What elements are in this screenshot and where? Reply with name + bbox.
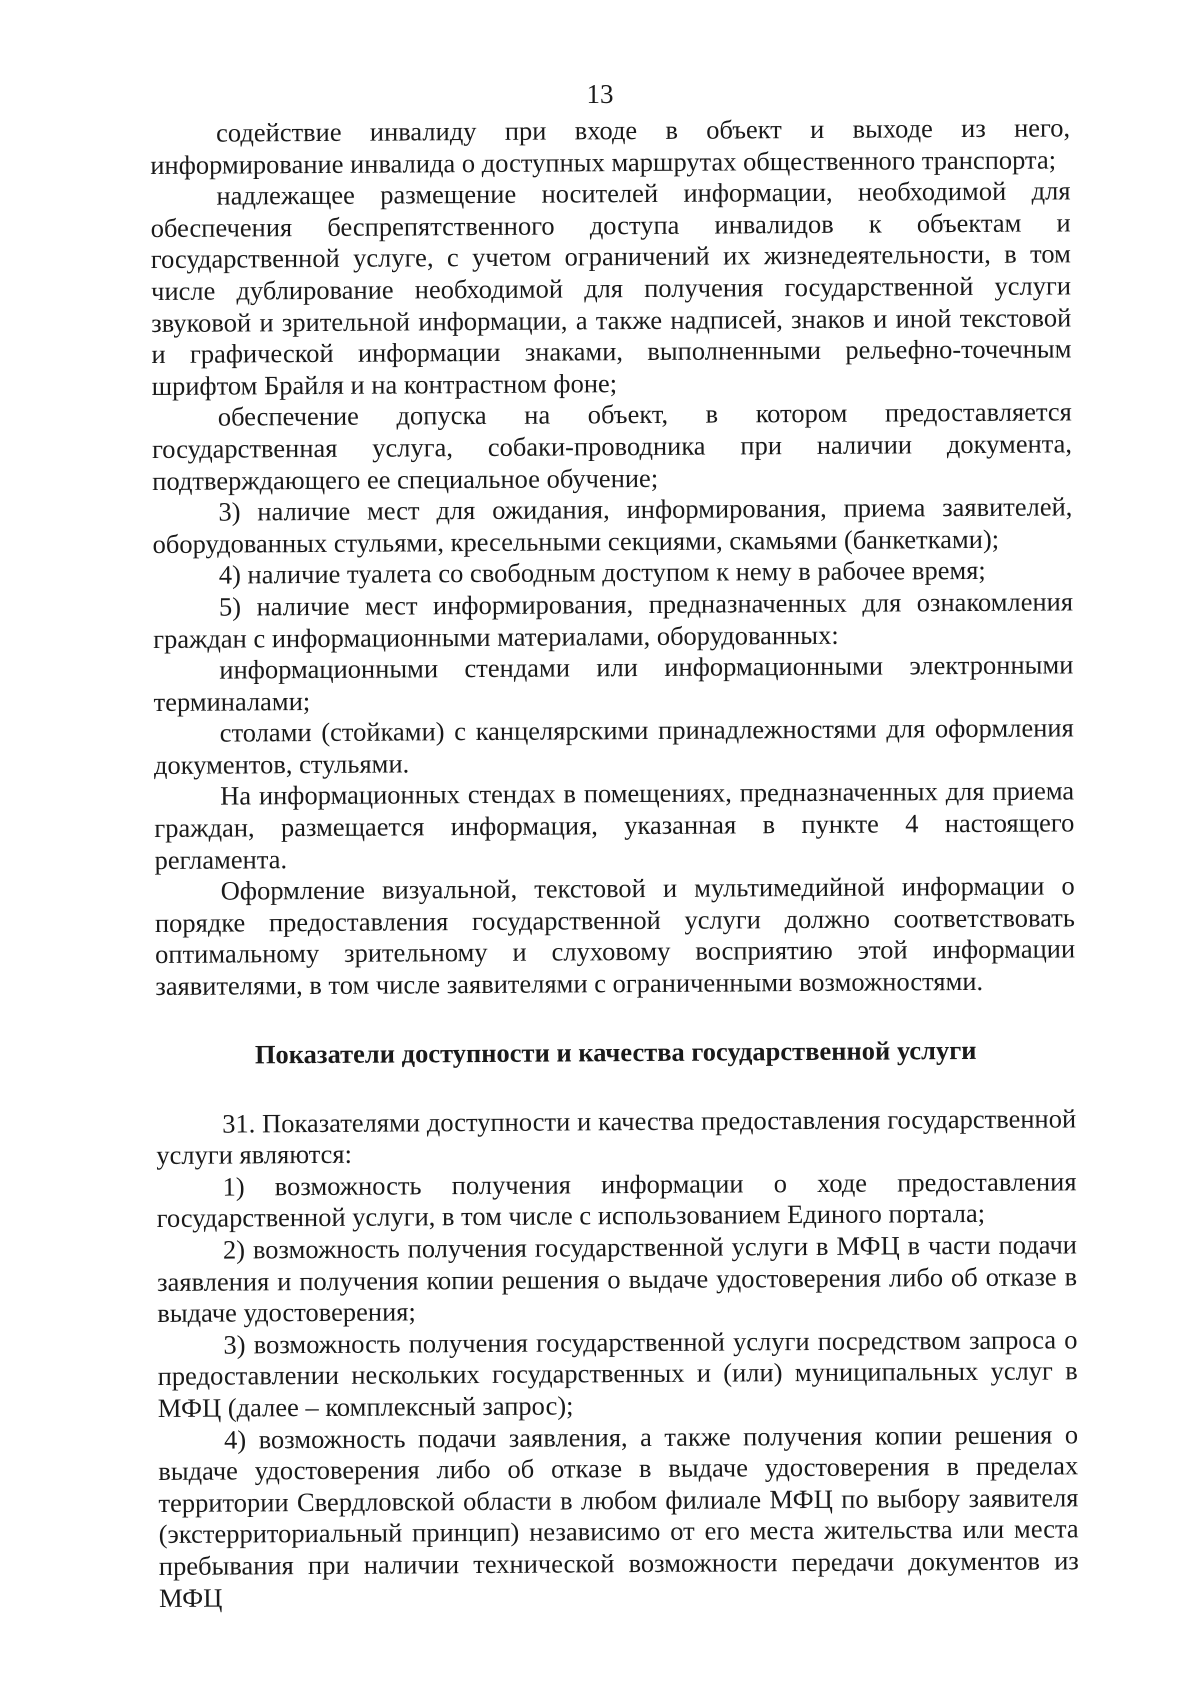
paragraph: 5) наличие мест информирования, предназначенных для ознакомления граждан с информационными материалами, оборудованных: [153, 586, 1074, 654]
paragraph: 4) возможность подачи заявления, а также получения копии решения о выдаче удостоверения либо об отказе в выдаче удостоверения в пределах территории Свердловской области в любом филиале МФЦ по выбору заявителя (экстерриториальный принцип) независимо от его места жительства или места пребывания при наличии технической возможности передачи документов из МФЦ [158, 1418, 1079, 1613]
paragraph: 31. Показателями доступности и качества предоставления государственной услуги являются: [156, 1102, 1077, 1171]
paragraph: информационными стендами или информационными электронными терминалами; [153, 649, 1074, 717]
paragraph: 3) возможность получения государственной услуги посредством запроса о предоставлении нескольких государственных и (или) муниципальных услуг в МФЦ (далее – комплексный запрос); [157, 1324, 1078, 1423]
paragraph: столами (стойками) с канцелярскими принадлежностями для оформления документов, стульями. [153, 712, 1074, 780]
paragraph: Оформление визуальной, текстовой и мультимедийной информации о порядке предоставления государственной услуги должно соответствовать оптимальному зрительному и слуховому восприятию этой информации заявителями, в том числе заявителями с ограниченными возможностями. [154, 870, 1076, 1002]
section-heading: Показатели доступности и качества государственной услуги [254, 1034, 977, 1070]
paragraph: 2) возможность получения государственной услуги в МФЦ в части подачи заявления и получения копии решения о выдаче удостоверения либо об отказе в выдаче удостоверения; [157, 1229, 1078, 1329]
paragraph: обеспечение допуска на объект, в котором предоставляется государственная услуга, собаки-проводника при наличии документа, подтверждающего ее специальное обучение; [151, 396, 1073, 496]
paragraph: содействие инвалиду при входе в объект и выходе из него, информирование инвалида о доступных маршрутах общественного транспорта; [150, 112, 1071, 180]
paragraph: На информационных стендах в помещениях, предназначенных для приема граждан, размещается информация, указанная в пункте 4 настоящего регламента. [154, 775, 1075, 875]
paragraph: надлежащее размещение носителей информации, необходимой для обеспечения беспрепятственного доступа инвалидов к объектам и государственной услуге, с учетом ограничений их жизнедеятельности, в том числе дублирование необходимой для получения государственной услуги звуковой и зрительной информации, а также надписей, знаков и иной текстовой и графической информации знаками, выполненными рельефно-точечным шрифтом Брайля и на контрастном фоне; [150, 175, 1072, 401]
document-body [150, 112, 1079, 1614]
paragraph: 3) наличие мест для ожидания, информирования, приема заявителей, оборудованных стульями, кресельными секциями, скамьями (банкетками); [152, 491, 1073, 559]
page-number: 13 [586, 79, 614, 109]
paragraph: 4) наличие туалета со свободным доступом к нему в рабочее время; [218, 555, 986, 590]
paragraph: 1) возможность получения информации о ходе предоставления государственной услуги, в том числе с использованием Единого портала; [156, 1166, 1077, 1234]
